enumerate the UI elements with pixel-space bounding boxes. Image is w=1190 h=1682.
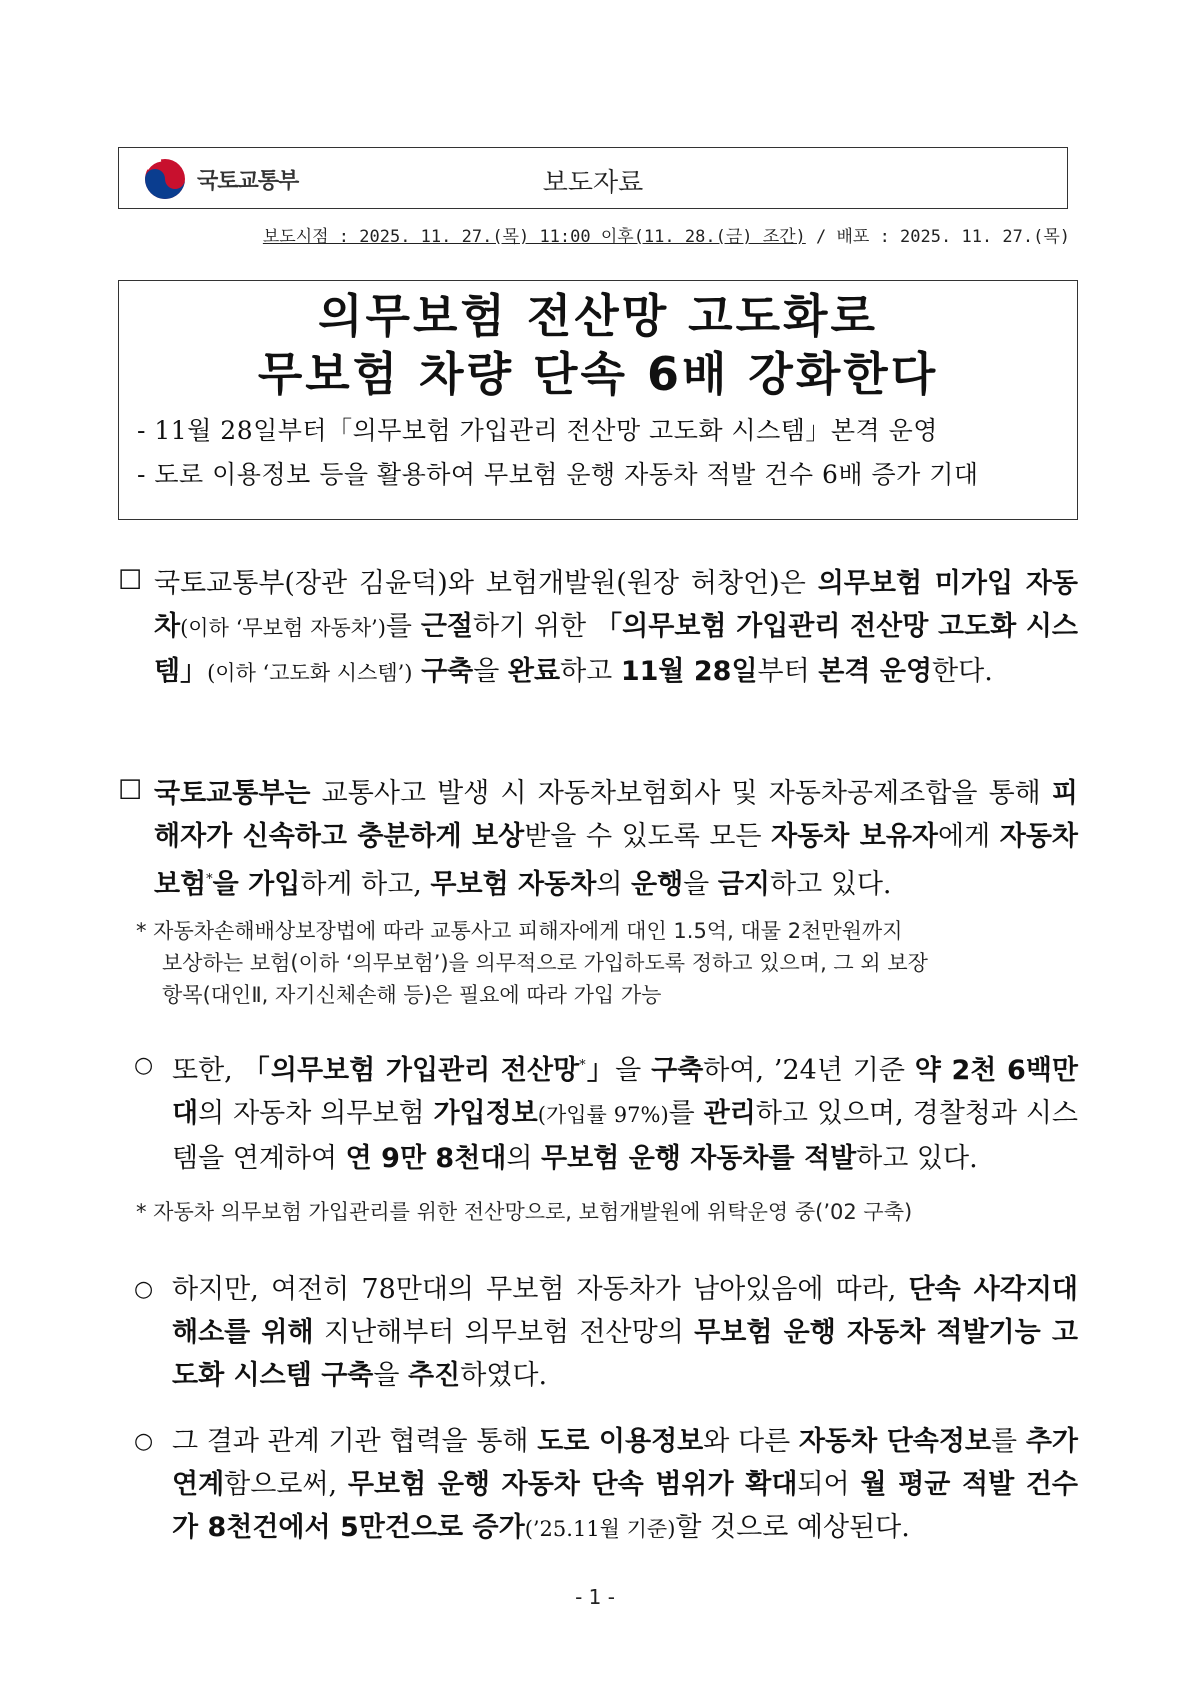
emphasis: 단속 사각지대 해소를 위해	[172, 1274, 1078, 1348]
emphasis: 근절	[420, 611, 473, 642]
emphasis: 본격 운영	[818, 656, 933, 687]
footnote-1	[136, 915, 1081, 1011]
note-text: (’25.11월 기준)	[524, 1517, 676, 1541]
headline-box	[118, 280, 1078, 520]
release-info	[263, 222, 1070, 247]
emphasis: 「의무보험 가입관리 전산망 고도화 시스템」	[154, 611, 1078, 687]
text: 또한,	[172, 1055, 243, 1086]
paragraph-4	[172, 1268, 1078, 1397]
text: 의	[506, 1143, 542, 1174]
text	[412, 656, 421, 687]
footnote-marker: *	[579, 1058, 586, 1073]
text: 함으로써,	[224, 1469, 348, 1500]
text: 를	[385, 611, 421, 642]
emphasis: 자동차 보유자	[771, 821, 939, 852]
text: 을	[373, 1360, 409, 1391]
emphasis: 피해자가 신속하고 충분하게 보상	[154, 778, 1078, 852]
text: 할 것으로 예상된다.	[675, 1512, 910, 1543]
emphasis: 무보험 운행 자동차를 적발	[541, 1143, 857, 1174]
headline-line-2: 무보험 차량 단속 6배 강화한다	[257, 347, 939, 401]
emphasis: 을 가입	[212, 869, 301, 900]
emphasis: 완료	[507, 656, 561, 687]
text: 를	[991, 1426, 1026, 1457]
circle-bullet-icon: ○	[134, 1429, 154, 1454]
circle-bullet-icon: ○	[134, 1053, 154, 1078]
text: 을	[683, 869, 718, 900]
emphasis: 무보험 운행 자동차 적발기능 고도화 시스템 구축	[172, 1317, 1078, 1391]
text: 국토교통부(장관 김윤덕)와 보험개발원(원장 허창언)은	[154, 568, 818, 599]
release-time: 보도시점 : 2025. 11. 27.(목) 11:00 이후(11. 28.(금) 조간)	[262, 227, 806, 247]
text: 부터	[757, 656, 819, 687]
text: 하게 하고,	[300, 869, 431, 900]
emphasis: 구축	[651, 1055, 704, 1086]
emphasis: 연 9만 8천대	[345, 1143, 507, 1174]
emphasis: 「의무보험 가입관리 전산망	[242, 1055, 580, 1086]
text: 의 자동차 의무보험	[198, 1098, 434, 1129]
text: 하고	[560, 656, 621, 687]
footnote-line: 보상하는 보험(이하 ‘의무보험’)을 의무적으로 가입하도록 정하고 있으며, 그 외 보장	[162, 951, 928, 975]
emphasis: 구축	[421, 656, 474, 687]
note-text: (이하 ‘무보험 자동차’)	[180, 616, 386, 640]
circle-bullet-icon: ○	[134, 1277, 154, 1302]
text: 하였다.	[460, 1360, 548, 1391]
text: 받을 수 있도록 모든	[524, 821, 772, 852]
emphasis: 가입정보	[433, 1098, 538, 1129]
note-text: (가입률 97%)	[537, 1103, 669, 1127]
emphasis: 추진	[408, 1360, 461, 1391]
note-text: (이하 ‘고도화 시스템’)	[207, 661, 413, 685]
subheadline-1: - 11월 28일부터「의무보험 가입관리 전산망 고도화 시스템」본격 운영	[137, 416, 938, 445]
text: 하여, ’24년 기준	[703, 1055, 915, 1086]
ministry-name: 국토교통부	[197, 168, 299, 194]
text: 에게	[938, 821, 1000, 852]
emphasis: 약 2천 6백만대	[172, 1055, 1079, 1129]
emphasis: 자동차 단속정보	[798, 1426, 992, 1457]
text: 을	[473, 656, 508, 687]
subheadline-2: - 도로 이용정보 등을 활용하여 무보험 운행 자동차 적발 건수 6배 증가 기대	[137, 460, 979, 489]
text: 하지만, 여전히 78만대의 무보험 자동차가 남아있음에 따라,	[172, 1274, 909, 1305]
emphasis: 무보험 자동차	[430, 869, 597, 900]
page-number: - 1 -	[575, 1585, 615, 1609]
text: 하고 있다.	[770, 869, 892, 900]
paragraph-5	[172, 1420, 1078, 1551]
footnote-marker: *	[206, 872, 213, 887]
emphasis: 11월 28일	[620, 656, 758, 687]
distribution-date: / 배포 : 2025. 11. 27.(목)	[805, 227, 1070, 247]
document-type: 보도자료	[542, 168, 644, 198]
emphasis: 추가 연계	[172, 1426, 1078, 1500]
text: 하고 있으며, 경찰청과 시스템을 연계하여	[172, 1098, 1078, 1174]
emphasis: 무보험 운행 자동차 단속 범위가 확대	[347, 1469, 798, 1500]
text: 을	[615, 1055, 652, 1086]
paragraph-2	[154, 772, 1078, 906]
text: 를	[668, 1098, 704, 1129]
paragraph-1	[154, 562, 1078, 695]
text: 하기 위한	[473, 611, 595, 642]
text: 그 결과 관계 기관 협력을 통해	[172, 1426, 538, 1457]
footnote-2: * 자동차 의무보험 가입관리를 위한 전산망으로, 보험개발원에 위탁운영 중(’02 구축)	[136, 1200, 913, 1224]
text: 와 다른	[703, 1426, 799, 1457]
emphasis: 관리	[703, 1098, 756, 1129]
text: 되어	[797, 1469, 861, 1500]
text: 하고 있다.	[856, 1143, 978, 1174]
emphasis: 월 평균 적발 건수가 8천건에서 5만건으로 증가	[172, 1469, 1078, 1543]
text: 한다.	[932, 656, 993, 687]
checkbox-bullet-icon: ☐	[118, 565, 143, 596]
emphasis: 자동차보험	[154, 821, 1078, 900]
header-box	[118, 147, 1068, 209]
checkbox-bullet-icon: ☐	[118, 775, 143, 806]
emphasis: 도로 이용정보	[537, 1426, 704, 1457]
emphasis: 금지	[717, 869, 770, 900]
emphasis: 운행	[630, 869, 684, 900]
paragraph-3	[172, 1044, 1078, 1180]
headline-line-1: 의무보험 전산망 고도화로	[318, 289, 878, 343]
footnote-line: * 자동차손해배상보장법에 따라 교통사고 피해자에게 대인 1.5억, 대물 2천만원까지	[136, 919, 903, 943]
text: 의	[596, 869, 631, 900]
text: 교통사고 발생 시 자동차보험회사 및 자동차공제조합을 통해	[310, 778, 1052, 809]
footnote-line: 항목(대인Ⅱ, 자기신체손해 등)은 필요에 따라 가입 가능	[162, 983, 662, 1007]
emphasis: 의무보험 미가입 자동차	[154, 568, 1078, 642]
emphasis: 」	[585, 1055, 616, 1086]
emphasis: 국토교통부는	[154, 778, 311, 809]
text: 지난해부터 의무보험 전산망의	[313, 1317, 695, 1348]
